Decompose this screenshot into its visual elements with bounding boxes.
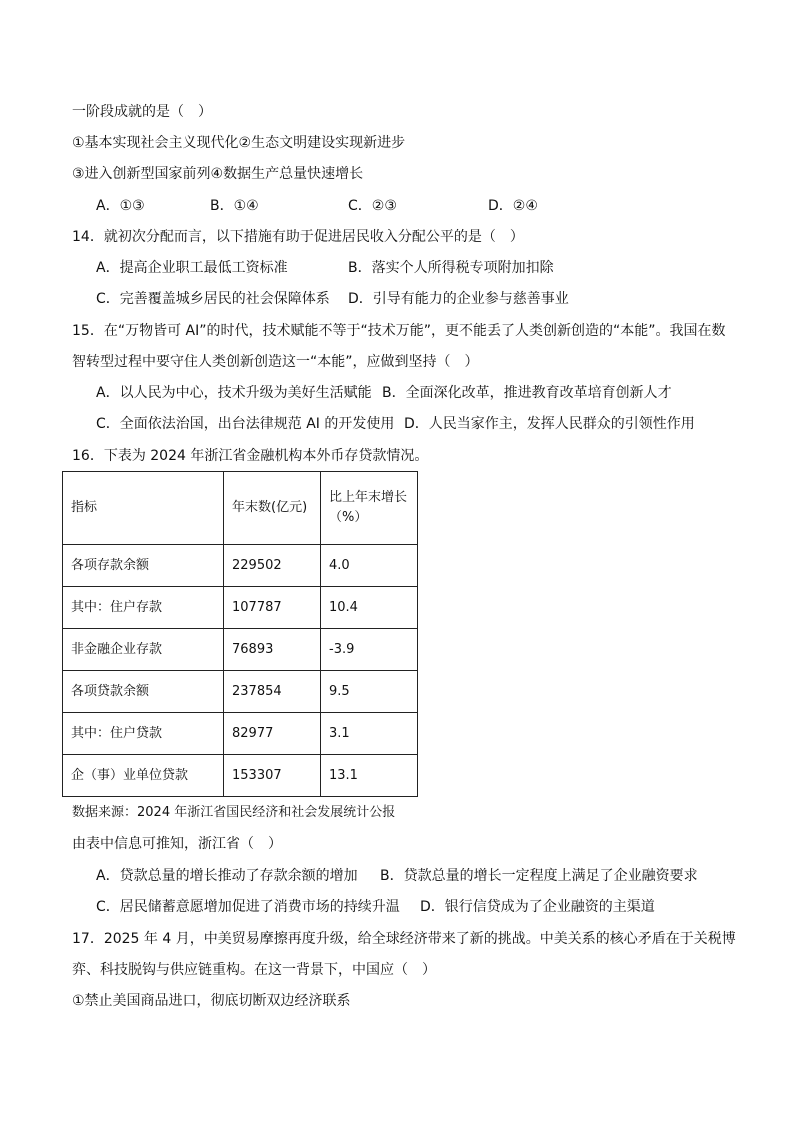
q17-stem-line-1: 17．2025 年 4 月，中美贸易摩擦再度升级，给全球经济带来了新的挑战。中美关系的核心矛盾在于关税博: [72, 931, 736, 947]
table-cell: 4.0: [321, 545, 418, 587]
q14-option-a: A．提高企业职工最低工资标准: [96, 260, 288, 276]
q14-option-c: C．完善覆盖城乡居民的社会保障体系: [96, 291, 330, 307]
table-cell: 9.5: [321, 671, 418, 713]
q17-stem-line-2: 弈、科技脱钩与供应链重构。在这一背景下，中国应（ ）: [72, 962, 436, 978]
table-cell: 153307: [224, 755, 321, 797]
table-row: [63, 755, 418, 797]
table-cell: 非金融企业存款: [63, 629, 224, 671]
q16-source-note: 数据来源：2024 年浙江省国民经济和社会发展统计公报: [72, 805, 396, 820]
table-cell: 其中：住户贷款: [63, 713, 224, 755]
q14-stem: 14．就初次分配而言，以下措施有助于促进居民收入分配公平的是（ ）: [72, 229, 524, 245]
q15-option-a: A．以人民为中心，技术升级为美好生活赋能: [96, 385, 372, 401]
q17-item-1: ①禁止美国商品进口，彻底切断双边经济联系: [72, 993, 351, 1009]
table-cell: 3.1: [321, 713, 418, 755]
q15-stem-line-2: 智转型过程中要守住人类创新创造这一“本能”，应做到坚持（ ）: [72, 354, 479, 370]
q15-option-c: C．全面依法治国，出台法律规范 AI 的开发使用: [96, 416, 395, 432]
table-cell: 10.4: [321, 587, 418, 629]
table-row: [63, 713, 418, 755]
q13-item-1: ①基本实现社会主义现代化②生态文明建设实现新进步: [72, 135, 406, 151]
q15-option-b: B．全面深化改革，推进教育改革培育创新人才: [382, 385, 672, 401]
table-cell: 229502: [224, 545, 321, 587]
q16-question: 由表中信息可推知，浙江省（ ）: [72, 836, 282, 852]
q13-item-2: ③进入创新型国家前列④数据生产总量快速增长: [72, 166, 364, 182]
q16-stem: 16．下表为 2024 年浙江省金融机构本外币存贷款情况。: [72, 448, 429, 464]
q13-stem-tail: 一阶段成就的是（ ）: [72, 104, 212, 120]
q16-option-c: C．居民储蓄意愿增加促进了消费市场的持续升温: [96, 899, 400, 915]
table-cell: 各项存款余额: [63, 545, 224, 587]
table-row: [63, 587, 418, 629]
q15-option-d: D．人民当家作主，发挥人民群众的引领性作用: [404, 416, 695, 432]
table-cell: 其中：住户存款: [63, 587, 224, 629]
table-row: [63, 629, 418, 671]
q13-option-c: C．②③: [348, 198, 397, 214]
q13-option-a: A．①③: [96, 198, 145, 214]
table-header-cell: 指标: [63, 472, 224, 545]
table-row: [63, 671, 418, 713]
q13-option-b: B．①④: [210, 198, 259, 214]
q16-option-d: D．银行信贷成为了企业融资的主渠道: [420, 899, 655, 915]
table-header-cell: 比上年末增长（%）: [321, 472, 418, 545]
q15-stem-line-1: 15．在“万物皆可 AI”的时代，技术赋能不等于“技术万能”，更不能丢了人类创新创造的“本能”。我国在数: [72, 323, 726, 339]
table-cell: 各项贷款余额: [63, 671, 224, 713]
table-cell: 82977: [224, 713, 321, 755]
table-cell: 107787: [224, 587, 321, 629]
table-cell: 76893: [224, 629, 321, 671]
q16-option-a: A．贷款总量的增长推动了存款余额的增加: [96, 868, 358, 884]
q14-option-b: B．落实个人所得税专项附加扣除: [348, 260, 554, 276]
q14-option-d: D．引导有能力的企业参与慈善事业: [348, 291, 569, 307]
q13-option-d: D．②④: [488, 198, 538, 214]
table-cell: 企（事）业单位贷款: [63, 755, 224, 797]
q16-option-b: B．贷款总量的增长一定程度上满足了企业融资要求: [380, 868, 698, 884]
table-cell: 13.1: [321, 755, 418, 797]
table-header-row: [63, 472, 418, 545]
table-row: [63, 545, 418, 587]
deposit-loan-table: [62, 471, 418, 797]
table-cell: 237854: [224, 671, 321, 713]
table-header-cell: 年末数(亿元): [224, 472, 321, 545]
table-cell: -3.9: [321, 629, 418, 671]
